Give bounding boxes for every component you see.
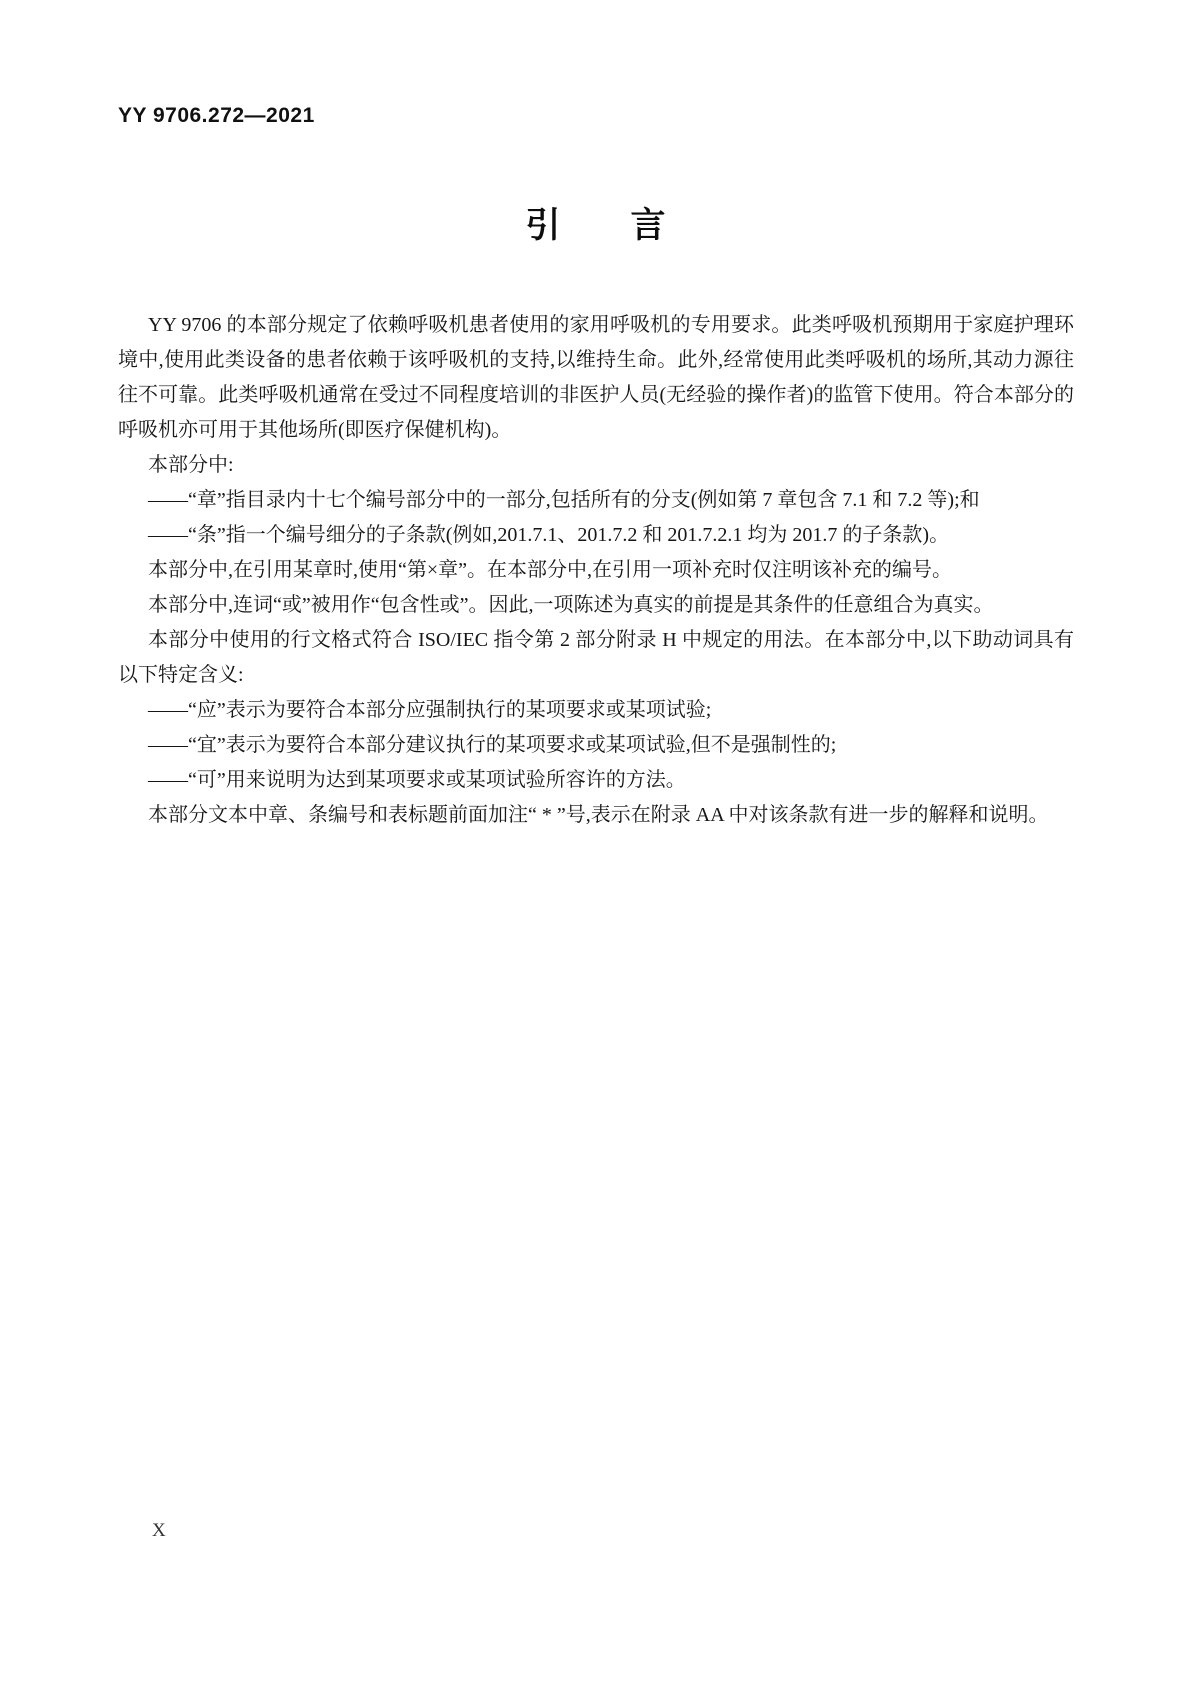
paragraph: 本部分中,在引用某章时,使用“第×章”。在本部分中,在引用一项补充时仅注明该补充的编号。	[148, 559, 953, 581]
standard-number-header: YY 9706.272—2021	[118, 104, 315, 127]
page-number: X	[152, 1520, 166, 1541]
dash-list-item: ——“章”指目录内十七个编号部分中的一部分,包括所有的分支(例如第 7 章包含 7.1 和 7.2 等);和	[148, 489, 980, 511]
dash-list-item: ——“应”表示为要符合本部分应强制执行的某项要求或某项试验;	[148, 699, 712, 721]
paragraph: 本部分中,连词“或”被用作“包含性或”。因此,一项陈述为真实的前提是其条件的任意组合为真实。	[148, 594, 994, 616]
paragraph: YY 9706 的本部分规定了依赖呼吸机患者使用的家用呼吸机的专用要求。此类呼吸机预期用于家庭护理环境中,使用此类设备的患者依赖于该呼吸机的支持,以维持生命。此外,经常使用此类呼吸机的场所,其动力源往往不可靠。此类呼吸机通常在受过不同程度培训的非医护人员(无经验的操作者)的监管下使用。符合本部分的呼吸机亦可用于其他场所(即医疗保健机构)。	[118, 314, 1074, 441]
dash-list-item: ——“条”指一个编号细分的子条款(例如,201.7.1、201.7.2 和 201.7.2.1 均为 201.7 的子条款)。	[148, 524, 950, 546]
page-title: 引 言	[525, 206, 666, 245]
dash-list-item: ——“可”用来说明为达到某项要求或某项试验所容许的方法。	[148, 769, 686, 791]
dash-list-item: ——“宜”表示为要符合本部分建议执行的某项要求或某项试验,但不是强制性的;	[148, 734, 837, 756]
paragraph: 本部分文本中章、条编号和表标题前面加注“ * ”号,表示在附录 AA 中对该条款有进一步的解释和说明。	[148, 804, 1049, 826]
paragraph: 本部分中使用的行文格式符合 ISO/IEC 指令第 2 部分附录 H 中规定的用法。在本部分中,以下助动词具有以下特定含义:	[118, 629, 1074, 686]
body-content	[118, 308, 1074, 833]
paragraph: 本部分中:	[148, 454, 234, 476]
